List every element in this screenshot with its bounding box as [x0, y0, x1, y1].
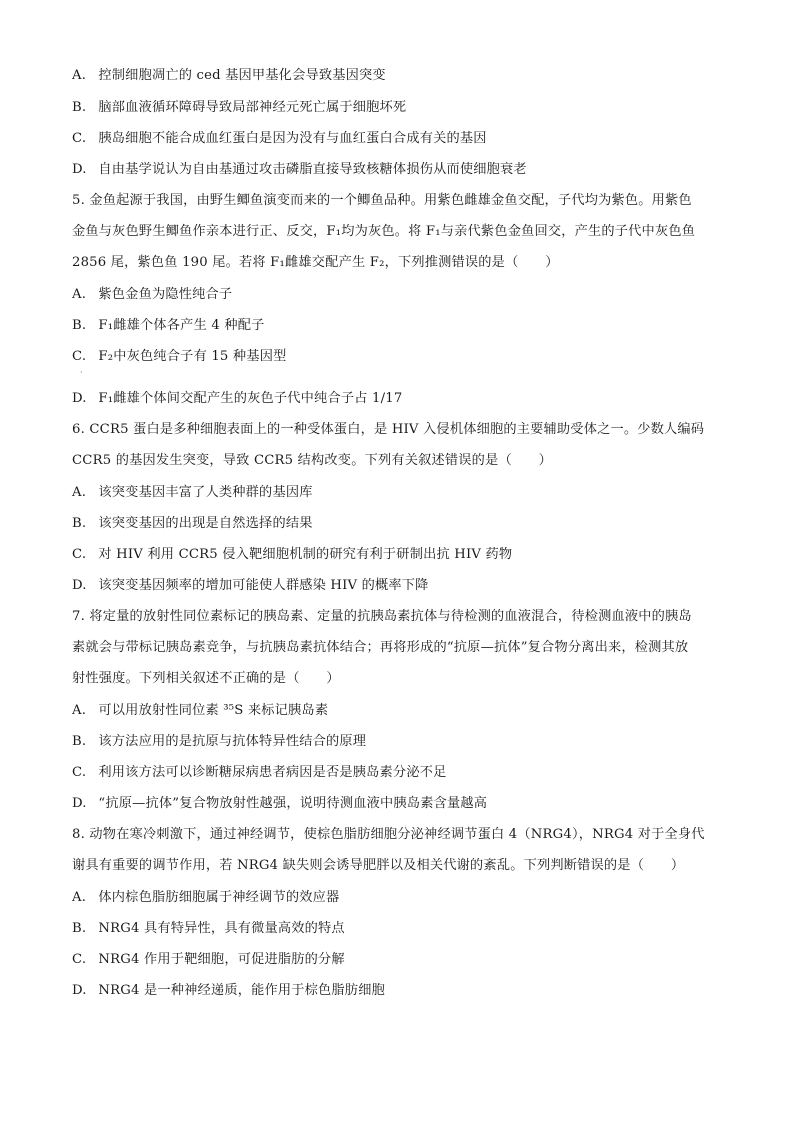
q5-stem-line: 2856 尾，紫色鱼 190 尾。若将 F₁雌雄交配产生 F₂，下列推测错误的是（ ） — [72, 255, 559, 270]
option-text: 该突变基因丰富了人类种群的基因库 — [98, 485, 313, 500]
option-label: D. — [72, 391, 87, 406]
q4-option-c — [72, 130, 732, 148]
option-text: “抗原—抗体”复合物放射性越强，说明待测血液中胰岛素含量越高 — [98, 796, 488, 811]
q5-option-d — [72, 390, 732, 408]
option-label: D. — [72, 983, 87, 998]
q8-stem-line: 谢具有重要的调节作用，若 NRG4 缺失则会诱导肥胖以及相关代谢的紊乱。下列判断错误的是（ ） — [72, 858, 685, 873]
option-text: F₁雌雄个体各产生 4 种配子 — [98, 318, 265, 333]
option-text: NRG4 具有特异性，具有微量高效的特点 — [98, 921, 345, 936]
q8-stem-line: 8. 动物在寒冷刺激下，通过神经调节，使棕色脂肪细胞分泌神经调节蛋白 4（NRG4），NRG4 对于全身代 — [72, 827, 705, 842]
option-text: 可以用放射性同位素 ³⁵S 来标记胰岛素 — [98, 703, 329, 718]
q8-option-d — [72, 982, 732, 1000]
q5-stem-line: 金鱼与灰色野生鲫鱼作亲本进行正、反交，F₁均为灰色。将 F₁与亲代紫色金鱼回交，产生的子代中灰色鱼 — [72, 224, 696, 239]
option-label: A. — [72, 68, 87, 83]
option-label: D. — [72, 578, 87, 593]
option-text: F₁雌雄个体间交配产生的灰色子代中纯合子占 1/17 — [98, 391, 403, 406]
option-label: A. — [72, 287, 87, 302]
q5-stem-line: 5. 金鱼起源于我国，由野生鲫鱼演变而来的一个鲫鱼品种。用紫色雌雄金鱼交配，子代均为紫色。用紫色 — [72, 193, 692, 208]
q6-option-b — [72, 515, 732, 533]
q6-stem-line: CCR5 的基因发生突变，导致 CCR5 结构改变。下列有关叙述错误的是（ ） — [72, 453, 553, 468]
option-label: C. — [72, 131, 87, 146]
q6-stem-line: 6. CCR5 蛋白是多种细胞表面上的一种受体蛋白，是 HIV 入侵机体细胞的主要辅助受体之一。少数人编码 — [72, 422, 705, 437]
option-label: A. — [72, 485, 87, 500]
option-label: D. — [72, 796, 87, 811]
q5-option-c — [72, 348, 732, 366]
option-text: 体内棕色脂肪细胞属于神经调节的效应器 — [98, 890, 340, 905]
q8-option-b — [72, 920, 732, 938]
q7-stem-line: 射性强度。下列相关叙述不正确的是（ ） — [72, 671, 340, 686]
option-label: B. — [72, 734, 87, 749]
option-text: NRG4 作用于靶细胞，可促进脂肪的分解 — [98, 952, 345, 967]
q7-option-a — [72, 702, 732, 720]
option-label: B. — [72, 516, 87, 531]
option-text: 脑部血液循环障碍导致局部神经元死亡属于细胞坏死 — [98, 100, 407, 115]
option-label: B. — [72, 318, 87, 333]
option-label: C. — [72, 349, 87, 364]
option-text: NRG4 是一种神经递质，能作用于棕色脂肪细胞 — [98, 983, 385, 998]
q5-option-b — [72, 317, 732, 335]
q6-option-a — [72, 484, 732, 502]
stray-mark: · — [80, 368, 83, 377]
q4-option-b — [72, 99, 732, 117]
q5-option-a — [72, 286, 732, 304]
option-label: C. — [72, 547, 87, 562]
option-label: D. — [72, 162, 87, 177]
q6-option-c — [72, 546, 732, 564]
option-label: A. — [72, 703, 87, 718]
q4-option-d — [72, 161, 732, 179]
option-text: 自由基学说认为自由基通过攻击磷脂直接导致核糖体损伤从而使细胞衰老 — [98, 162, 527, 177]
q7-option-c — [72, 764, 732, 782]
option-label: C. — [72, 765, 87, 780]
q7-option-b — [72, 733, 732, 751]
q4-option-a — [72, 67, 732, 85]
q7-option-d — [72, 795, 732, 813]
option-text: 利用该方法可以诊断糖尿病患者病因是否是胰岛素分泌不足 — [98, 765, 447, 780]
q7-stem-line: 7. 将定量的放射性同位素标记的胰岛素、定量的抗胰岛素抗体与待检测的血液混合，待检测血液中的胰岛 — [72, 609, 692, 624]
option-label: A. — [72, 890, 87, 905]
q6-option-d — [72, 577, 732, 595]
option-text: 该突变基因的出现是自然选择的结果 — [98, 516, 313, 531]
option-text: 对 HIV 利用 CCR5 侵入靶细胞机制的研究有利于研制出抗 HIV 药物 — [98, 547, 513, 562]
option-label: B. — [72, 921, 87, 936]
option-text: F₂中灰色纯合子有 15 种基因型 — [98, 349, 287, 364]
option-text: 胰岛细胞不能合成血红蛋白是因为没有与血红蛋白合成有关的基因 — [98, 131, 487, 146]
option-label: C. — [72, 952, 87, 967]
option-label: B. — [72, 100, 87, 115]
q8-option-a — [72, 889, 732, 907]
q7-stem-line: 素就会与带标记胰岛素竞争，与抗胰岛素抗体结合；再将形成的“抗原—抗体”复合物分离出来，检测其放 — [72, 640, 689, 655]
option-text: 紫色金鱼为隐性纯合子 — [98, 287, 233, 302]
q8-option-c — [72, 951, 732, 969]
option-text: 该突变基因频率的增加可能使人群感染 HIV 的概率下降 — [98, 578, 429, 593]
option-text: 控制细胞凋亡的 ced 基因甲基化会导致基因突变 — [98, 68, 386, 83]
option-text: 该方法应用的是抗原与抗体特异性结合的原理 — [98, 734, 367, 749]
